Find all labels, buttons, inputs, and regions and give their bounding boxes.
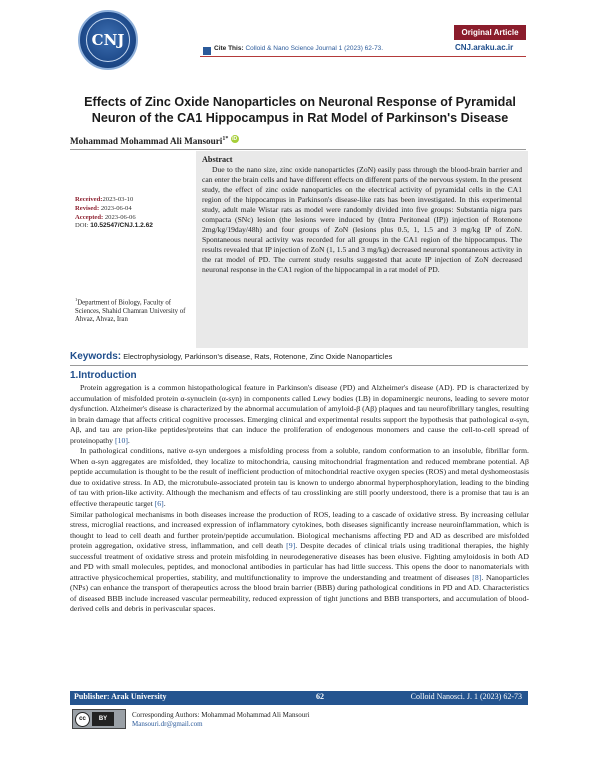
page-number: 62 bbox=[316, 692, 324, 701]
citation-icon bbox=[203, 47, 211, 55]
keywords-line bbox=[70, 351, 530, 362]
cc-license-badge[interactable] bbox=[72, 709, 126, 729]
author-line bbox=[70, 135, 239, 146]
journal-logo bbox=[78, 10, 138, 70]
keywords-label: Keywords: bbox=[70, 351, 122, 362]
citation-8[interactable]: [8] bbox=[472, 572, 482, 582]
keywords-text: Electrophysiology, Parkinson's disease, Rats, Rotenone, Zinc Oxide Nanoparticles bbox=[123, 352, 393, 361]
publisher-label: Publisher: Arak University bbox=[74, 692, 167, 701]
corresponding-email-link[interactable]: Mansouri.dr@gmail.com bbox=[132, 720, 203, 728]
journal-header bbox=[0, 0, 600, 70]
corresponding-label: Corresponding Authors: Mohammad Mohammad Ali Mansouri bbox=[132, 711, 310, 719]
keywords-divider bbox=[70, 365, 528, 366]
paragraph-2: In pathological conditions, native α-syn undergoes a misfolding process from a soluble, random conformation to an insoluble, fibrillar form. When α-syn aggregates are misfolded, they localize to mitochondria, causing mitochondrial fragmentation and reduced membrane potential. Aβ peptide accumulation is thought to be the result of inefficient production of mitochondrial reactive oxygen species (ROS) and metal dyshomeostasis due to oxidative stress. In AD, the microtubule-associated protein tau is known to undergo abnormal hyperphosphorylation, leading to the binding of tau with prion-like activity. Although the mechanism and effects of tau crosslinking are still poorly understood, there is a promise that tau is an effective therapeutic target [6]. bbox=[70, 446, 529, 509]
corresponding-author bbox=[132, 711, 310, 729]
citation-line bbox=[214, 45, 383, 52]
cite-reference[interactable]: Colloid & Nano Science Journal 1 (2023) 62-73. bbox=[245, 45, 384, 52]
footer-journal-ref: Colloid Nanosci. J. 1 (2023) 62-73 bbox=[410, 692, 522, 701]
affiliation-mark: 1 bbox=[75, 297, 78, 302]
author-name: Mohammad Mohammad Ali Mansouri bbox=[70, 136, 223, 146]
article-title: Effects of Zinc Oxide Nanoparticles on Neuronal Response of Pyramidal Neuron of the CA1 Hippocampus in Rat Model of Parkinson's Disease bbox=[84, 95, 516, 125]
cite-label: Cite This: bbox=[214, 45, 244, 52]
logo-monogram: CNJ bbox=[86, 18, 130, 62]
orcid-icon[interactable]: iD bbox=[232, 136, 238, 142]
citation-10[interactable]: [10] bbox=[114, 435, 128, 445]
journal-website-link[interactable]: CNJ.araku.ac.ir bbox=[455, 43, 514, 52]
accepted-date: Accepted: 2023-06-06 bbox=[75, 214, 136, 221]
attribution-icon: BY bbox=[92, 712, 114, 726]
abstract-box bbox=[196, 151, 528, 348]
paragraph-3: Similar pathological mechanisms in both diseases increase the production of ROS, leading to a cascade of oxidative stress. By increasing cellular stress, microglial reactions, and increased expression of inflammatory cytokines, both diseases significantly increase neuroinflammation, which is thought to lead to cell death and further protein/peptide accumulation. Biological mechanisms affecting PD and AD as described are misfolded protein aggregation, oxidative stress, inflammation, and cell death [9]. Despite decades of clinical trials using traditional therapies, the highly successful treatment of oxidative stress and protein misfolding in neurodegenerative diseases has been elusive. Fighting amyloidosis in both AD and PD with small molecules, peptides, and monoclonal antibodies in particular has had little success. This opens the door to nanomaterials with attractive physicochemical properties, stability, and multifunctionality to improve the understanding and treatment of diseases [8]. Nanoparticles (NPs) can enhance the transport of therapeutics across the blood brain barrier (BBB) during pathological conditions in PD and AD. Characteristics of diseased BBB include increased vascular permeability, reduced expression of tight junctions and BBB transporters, and accumulation of blood-derived cells and debris in perivascular spaces. bbox=[70, 509, 529, 614]
introduction-body bbox=[70, 383, 529, 615]
abstract-heading: Abstract bbox=[202, 155, 233, 164]
paragraph-1: Protein aggregation is a common histopathological feature in Parkinson's disease (PD) and Alzheimer's disease (AD). PD is characterized by accumulation of misfolded protein α-synuclein (α-syn) in components called Lewy bodies (LB) in dopaminergic neurons, leading to severe motor dysfunction. Alzheimer's disease is characterized by the abnormal accumulation of amyloid-β (Aβ) plaques and tau neurofibrillary tangles, resulting in brain damage that affects critical cognitive processes. Emerging clinical and experimental results support the hypothesis that pathological α-syn, Aβ, and tau are prion-like peptides/proteins that can induce the proliferation of endogenous monomers and cause the cell-to-cell spread of proteinopathy [10]. bbox=[70, 383, 529, 445]
received-date: Received:2023-03-10 bbox=[75, 196, 134, 203]
doi-link[interactable]: 10.52547/CNJ.1.2.62 bbox=[90, 222, 153, 229]
citation-9[interactable]: [9] bbox=[286, 541, 296, 551]
section-heading-introduction: 1.Introduction bbox=[70, 370, 137, 381]
creative-commons-icon: cc bbox=[75, 712, 90, 727]
revised-date: Revised: 2023-06-04 bbox=[75, 205, 132, 212]
citation-6[interactable]: [6] bbox=[154, 499, 164, 509]
author-divider bbox=[70, 149, 526, 150]
affiliation bbox=[75, 296, 193, 325]
affiliation-text: Department of Biology, Faculty of Sciences, Shahid Chamran University of Ahvaz, Ahvaz, Iran bbox=[75, 299, 186, 324]
abstract-text: Due to the nano size, zinc oxide nanoparticles (ZoN) easily pass through the blood-brain barrier and can enter the brain cells and have different effects on different parts of the nervous system. In the present study, the effect of zinc oxide nanoparticles on the electrical activity of pyramidal cells in the CA1 region of the hippocampus in Parkinson's disease-like rats has been investigated. In this experimental study, adult male Wistar rats as model were randomly divided into five groups: Substantia nigra pars compacta (SNc) lesion (the lesions were induced by (Intra Peritoneal (IP)) injection of Rotenone 2mg/kg/19day/48h) and four groups of ZoN (lesions plus 0.5, 1, 1.5 and 3 mg/kg IP of ZoN. Spontaneous neural activity was recorded for all groups in the CA1 region of the hippocampus. The results revealed that IP injection of ZoN (1, 1.5 and 3 mg/kg) decreased neuronal spontaneous activity in the rat model of PD. The current study results suggested that acute IP injection of ZoN decreased neuronal response in the CA1 region of the hippocampal in a rat model of PD. bbox=[202, 165, 522, 275]
header-divider bbox=[200, 56, 526, 57]
author-marks: 1* bbox=[222, 135, 229, 142]
footer-bar bbox=[70, 691, 528, 705]
doi-line: DOI: 10.52547/CNJ.1.2.62 bbox=[75, 222, 153, 229]
article-type-badge: Original Article bbox=[454, 25, 526, 40]
